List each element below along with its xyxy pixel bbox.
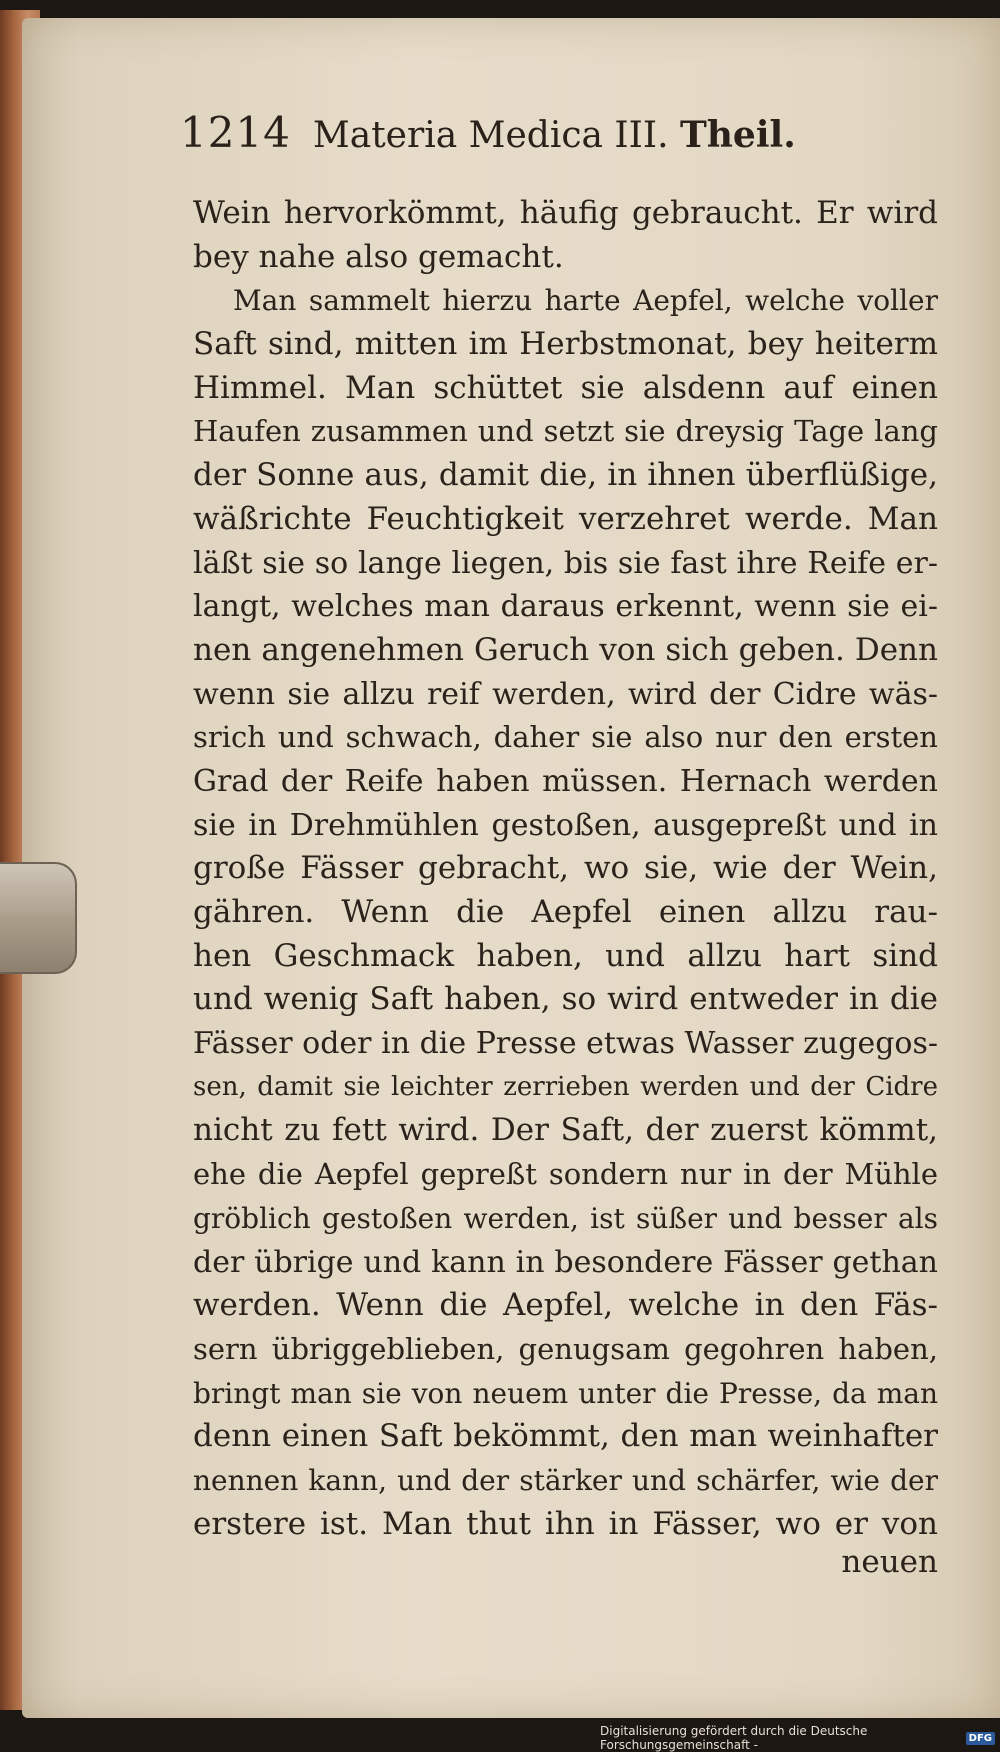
dfg-logo-icon: DFG [966, 1732, 995, 1745]
text-line: Man sammelt hierzu harte Aepfel, welche voller [233, 284, 938, 318]
credit-text: Digitalisierung gefördert durch die Deutsche Forschungsgemeinschaft - [600, 1724, 868, 1752]
text-line: Wein hervorkömmt, häufig gebraucht. Er wird [193, 195, 938, 231]
text-line: sen, damit sie leichter zerrieben werden und der Cidre [193, 1071, 938, 1102]
running-title-part: Theil. [679, 114, 796, 156]
text-line: ehe die Aepfel gepreßt sondern nur in der Mühle [193, 1157, 938, 1192]
text-line: erstere ist. Man thut ihn in Fässer, wo er von [193, 1505, 938, 1542]
text-line: bey nahe also gemacht. [193, 238, 564, 275]
running-title [313, 114, 796, 156]
text-line: sie in Drehmühlen gestoßen, ausgepreßt und in [193, 807, 938, 843]
text-line: wenn sie allzu reif werden, wird der Cidre wäs- [193, 676, 938, 712]
catchword: neuen [841, 1544, 938, 1580]
text-line: wäßrichte Feuchtigkeit verzehret werde. Man [193, 500, 938, 537]
text-line: Himmel. Man schüttet sie alsdenn auf einen [193, 369, 938, 406]
text-line: Grad der Reife haben müssen. Hernach werden [193, 763, 938, 799]
text-line: langt, welches man daraus erkennt, wenn sie ei- [193, 589, 938, 625]
text-line: srich und schwach, daher sie also nur den ersten [193, 720, 938, 755]
text-line: der übrige und kann in besondere Fässer gethan [193, 1244, 938, 1280]
text-line: gähren. Wenn die Aepfel einen allzu rau- [193, 894, 938, 930]
page-header [180, 108, 840, 158]
text-line: hen Geschmack haben, und allzu hart sind [193, 937, 938, 974]
text-line: Haufen zusammen und setzt sie dreysig Tage lang [193, 414, 938, 449]
text-line: große Fässer gebracht, wo sie, wie der Wein, [193, 850, 938, 887]
digitization-credit [600, 1724, 995, 1752]
text-line: sern übriggeblieben, genugsam gegohren haben, [193, 1331, 938, 1366]
text-line: und wenig Saft haben, so wird entweder in die [193, 981, 938, 1018]
text-line: denn einen Saft bekömmt, den man weinhafter [193, 1418, 938, 1455]
body-text [193, 192, 938, 1546]
text-line: der Sonne aus, damit die, in ihnen überflüßige, [193, 457, 938, 494]
text-line: werden. Wenn die Aepfel, welche in den Fäs- [193, 1287, 938, 1324]
text-line: gröblich gestoßen werden, ist süßer und besser als [193, 1201, 938, 1235]
running-title-text: Materia Medica III. [312, 115, 669, 156]
page-clip [0, 862, 77, 974]
text-line: nen angenehmen Geruch von sich geben. Denn [193, 631, 938, 668]
text-line: läßt sie so lange liegen, bis sie fast ihre Reife er- [193, 545, 938, 581]
text-line: Saft sind, mitten im Herbstmonat, bey heiterm [193, 326, 938, 363]
text-line: nennen kann, und der stärker und schärfer, wie der [193, 1463, 938, 1497]
text-line: Fässer oder in die Presse etwas Wasser zugegos- [193, 1026, 938, 1062]
page-number: 1214 [180, 108, 291, 157]
text-line: nicht zu fett wird. Der Saft, der zuerst kömmt, [193, 1112, 938, 1149]
text-line: bringt man sie von neuem unter die Presse, da man [193, 1376, 938, 1410]
